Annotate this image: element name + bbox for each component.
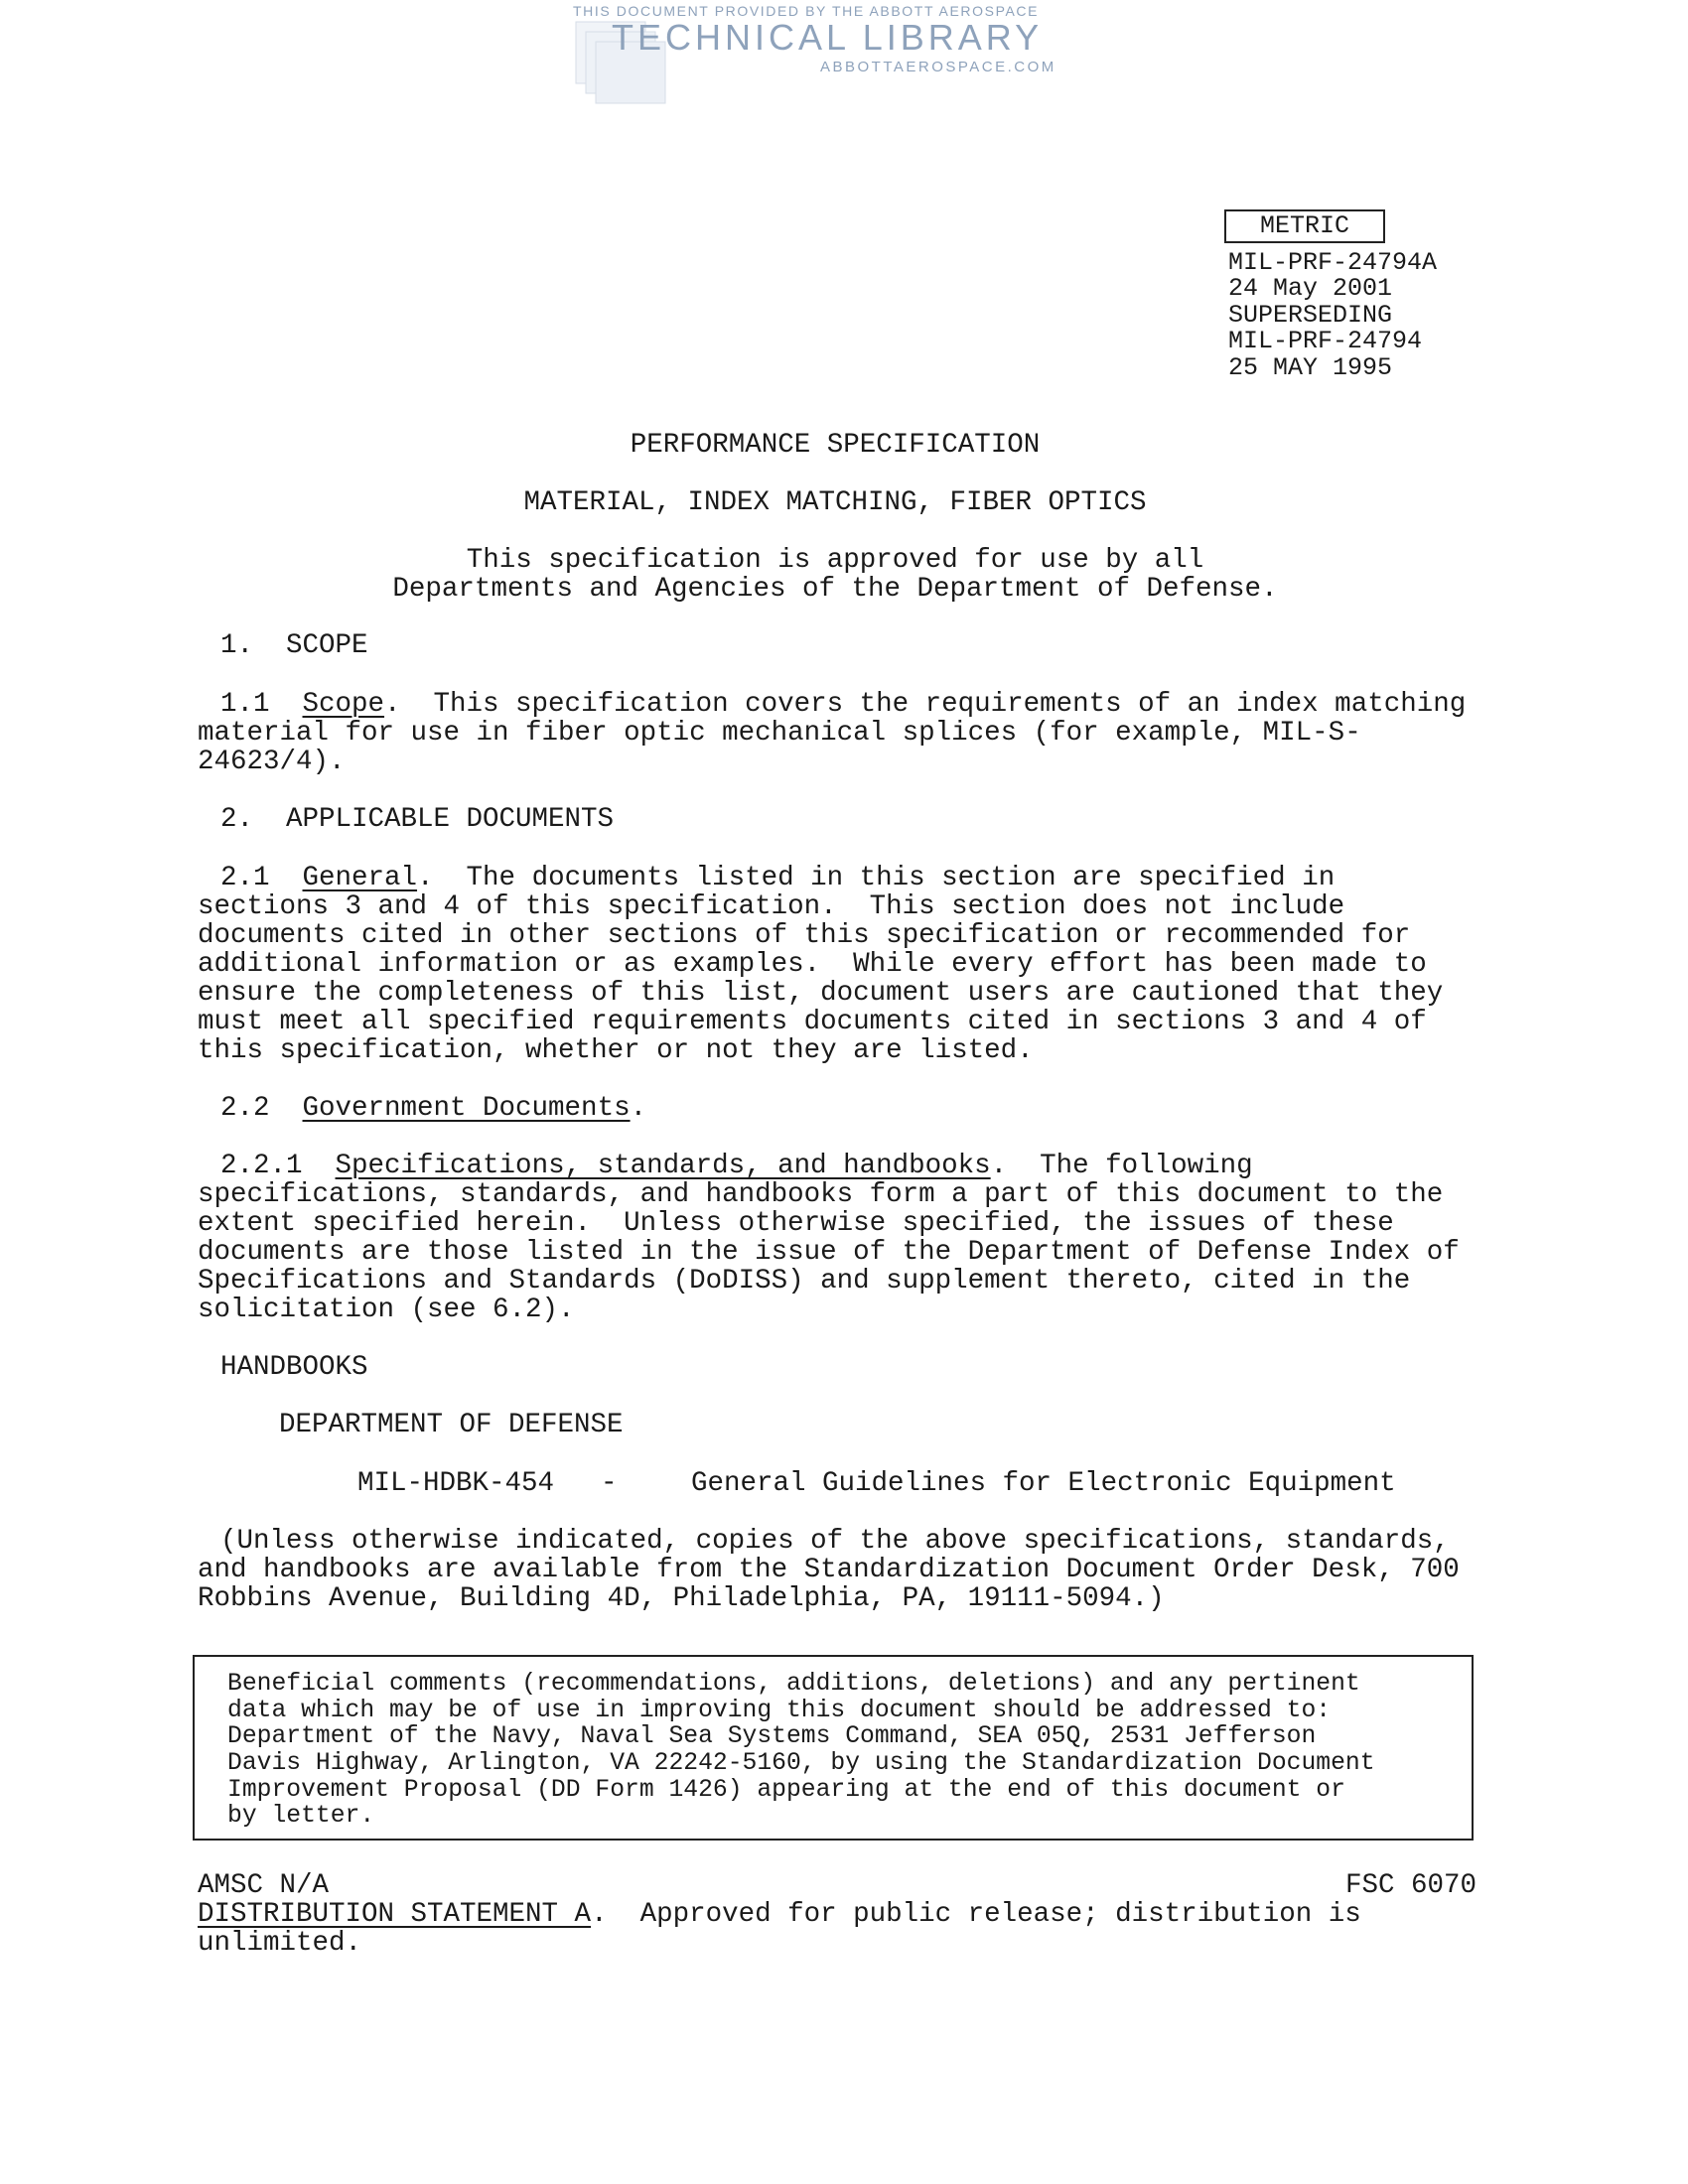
- spec-type-title: PERFORMANCE SPECIFICATION: [630, 430, 1041, 461]
- box-line: Improvement Proposal (DD Form 1426) appearing at the end of this document or: [227, 1775, 1345, 1804]
- approval-line: This specification is approved for use by all: [466, 545, 1204, 576]
- para-text: . This specification covers the requirements of an index matching: [384, 689, 1467, 720]
- para-number: 2.2: [220, 1093, 303, 1124]
- paragraph-2-2: [220, 1094, 646, 1123]
- para-line: documents cited in other sections of this specification or recommended for: [198, 920, 1411, 951]
- para-line: material for use in fiber optic mechanical splices (for example, MIL-S-: [198, 718, 1361, 749]
- para-line: extent specified herein. Unless otherwise specified, the issues of these: [198, 1208, 1394, 1239]
- box-line: by letter.: [227, 1802, 375, 1831]
- para-number: 2.1: [220, 863, 303, 893]
- para-line: specifications, standards, and handbooks form a part of this document to the: [198, 1179, 1444, 1210]
- para-number: 1.1: [220, 689, 303, 720]
- para-title: General: [302, 863, 418, 893]
- para-line: sections 3 and 4 of this specification. This section does not include: [198, 891, 1345, 922]
- distribution-statement: [198, 1900, 1361, 1958]
- spec-subject-title: MATERIAL, INDEX MATCHING, FIBER OPTICS: [523, 487, 1147, 518]
- approval-statement: [198, 546, 1473, 604]
- superseded-designation: MIL-PRF-24794: [1228, 327, 1423, 356]
- box-line: Beneficial comments (recommendations, additions, deletions) and any pertinent: [227, 1670, 1360, 1698]
- handbooks-heading: HANDBOOKS: [220, 1352, 368, 1383]
- watermark-url: ABBOTTAEROSPACE.COM: [820, 59, 1056, 75]
- amsc-label: AMSC N/A: [198, 1870, 330, 1901]
- paragraph-1-1: [198, 690, 1466, 776]
- para-text: . The documents listed in this section are specified in: [417, 863, 1336, 893]
- para-line: additional information or as examples. While every effort has been made to: [198, 949, 1427, 980]
- para-line: this specification, whether or not they are listed.: [198, 1035, 1034, 1066]
- box-line: data which may be of use in improving this document should be addressed to:: [227, 1696, 1332, 1724]
- watermark-provided-by: THIS DOCUMENT PROVIDED BY THE ABBOTT AEROSPACE: [573, 3, 1040, 19]
- para-line: and handbooks are available from the Standardization Document Order Desk, 700: [198, 1555, 1460, 1585]
- para-line: ensure the completeness of this list, document users are cautioned that they: [198, 978, 1444, 1009]
- distribution-title: DISTRIBUTION STATEMENT A: [198, 1899, 592, 1930]
- handbook-title: General Guidelines for Electronic Equipment: [691, 1468, 1396, 1499]
- availability-note: [198, 1527, 1460, 1613]
- paragraph-2-2-1: [198, 1152, 1460, 1324]
- designation: MIL-PRF-24794A: [1228, 248, 1438, 277]
- para-line: (Unless otherwise indicated, copies of the above specifications, standards,: [220, 1526, 1450, 1557]
- box-line: Davis Highway, Arlington, VA 22242-5160, by using the Standardization Document: [227, 1749, 1375, 1778]
- para-title: Specifications, standards, and handbooks: [335, 1151, 991, 1181]
- section-2-heading: 2. APPLICABLE DOCUMENTS: [220, 804, 615, 835]
- handbook-entry: [0, 1469, 1688, 1498]
- metric-label: METRIC: [1259, 211, 1349, 240]
- distribution-text: . Approved for public release; distribution is: [591, 1899, 1361, 1930]
- section-1-heading: 1. SCOPE: [220, 630, 368, 661]
- watermark-logo: [566, 0, 1082, 114]
- para-number: 2.2.1: [220, 1151, 336, 1181]
- para-line: must meet all specified requirements documents cited in sections 3 and 4 of: [198, 1007, 1427, 1037]
- para-line: Robbins Avenue, Building 4D, Philadelphia, PA, 19111-5094.): [198, 1583, 1165, 1614]
- handbook-dash: -: [601, 1468, 618, 1499]
- document-identifier: [1228, 250, 1437, 381]
- beneficial-comments-text: [227, 1671, 1375, 1830]
- paragraph-2-1: [198, 864, 1443, 1065]
- para-title: Scope: [302, 689, 385, 720]
- para-line: Specifications and Standards (DoDISS) and supplement thereto, cited in the: [198, 1266, 1411, 1297]
- fsc-label: FSC 6070: [1344, 1870, 1477, 1901]
- superseding-label: SUPERSEDING: [1228, 300, 1393, 330]
- watermark-technical-library: TECHNICAL LIBRARY: [612, 17, 1044, 58]
- date: 24 May 2001: [1228, 274, 1393, 304]
- box-line: Department of the Navy, Naval Sea Systems Command, SEA 05Q, 2531 Jefferson: [227, 1722, 1317, 1751]
- distribution-text-line2: unlimited.: [198, 1928, 362, 1959]
- approval-line: Departments and Agencies of the Department of Defense.: [392, 574, 1278, 605]
- dod-heading: DEPARTMENT OF DEFENSE: [279, 1410, 624, 1440]
- superseded-date: 25 MAY 1995: [1228, 352, 1393, 382]
- para-text: .: [630, 1093, 647, 1124]
- handbook-id: MIL-HDBK-454: [357, 1468, 555, 1499]
- para-line: solicitation (see 6.2).: [198, 1295, 575, 1325]
- para-text: . The following: [990, 1151, 1253, 1181]
- para-line: 24623/4).: [198, 747, 346, 777]
- para-title: Government Documents: [302, 1093, 631, 1124]
- para-line: documents are those listed in the issue of the Department of Defense Index of: [198, 1237, 1460, 1268]
- metric-box: [1224, 209, 1385, 243]
